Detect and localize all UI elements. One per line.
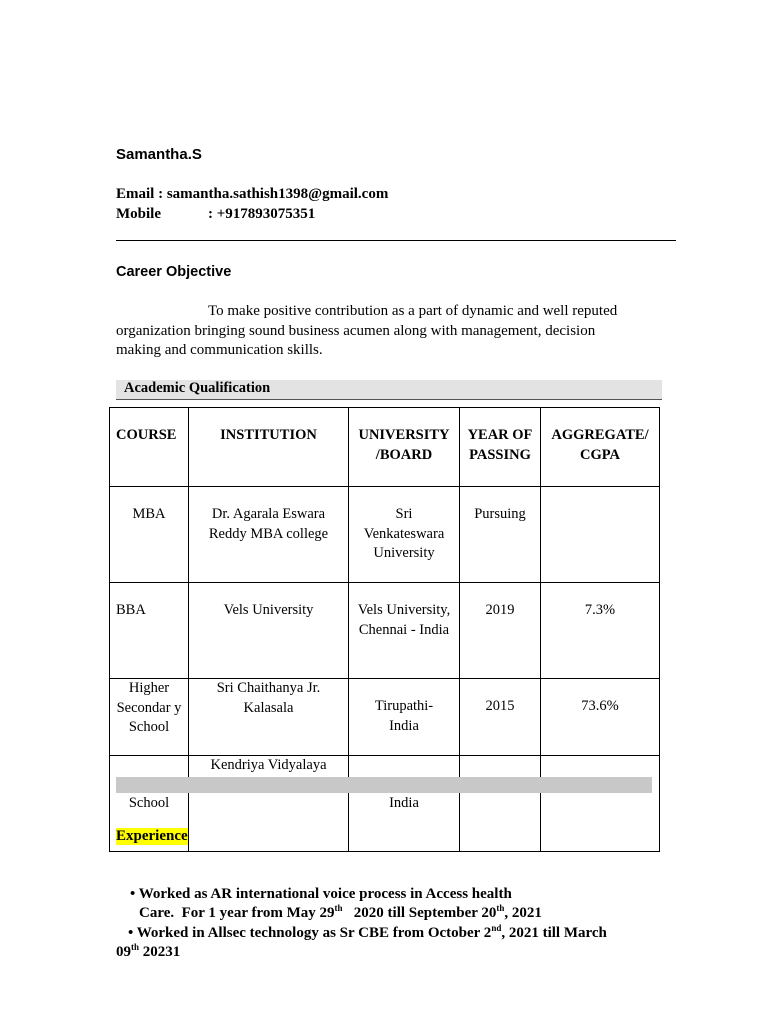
exp2-sup-a: nd — [491, 923, 502, 933]
cell-year — [460, 756, 541, 852]
academic-qualification-bar — [116, 380, 662, 400]
cell-institution: Kendriya Vidyalaya — [189, 756, 349, 852]
experience-item-2-line-1 — [128, 924, 607, 944]
exp2-text-b: , 2021 till March — [501, 925, 607, 941]
cell-year: Pursuing — [460, 487, 541, 583]
experience-item-1-line-1: • Worked as AR international voice process in Access health — [130, 886, 512, 902]
exp2-text-d: 20231 — [139, 944, 181, 960]
candidate-name: Samantha.S — [116, 146, 202, 163]
mobile-label: Mobile — [116, 206, 161, 222]
exp1-sup-b: th — [496, 903, 505, 913]
table-row — [110, 756, 660, 852]
cell-university: Sri Venkateswara University — [349, 487, 460, 583]
cell-course: BBA — [110, 583, 189, 679]
table-row — [110, 679, 660, 756]
mobile-line — [116, 206, 316, 223]
header-aggregate: AGGREGATE/ CGPA — [541, 408, 660, 487]
email-separator: : — [154, 186, 167, 202]
table-row — [110, 583, 660, 679]
exp2-sup-c: th — [131, 942, 140, 952]
header-year: YEAR OF PASSING — [460, 408, 541, 487]
cell-institution: Vels University — [189, 583, 349, 679]
mobile-value: : +917893075351 — [208, 206, 316, 222]
cell-aggregate: 73.6% — [541, 679, 660, 756]
email-line — [116, 186, 388, 203]
cell-year: 2019 — [460, 583, 541, 679]
cell-year: 2015 — [460, 679, 541, 756]
cell-course: School — [110, 756, 189, 852]
header-institution: INSTITUTION — [189, 408, 349, 487]
academic-qualification-heading: Academic Qualification — [124, 380, 271, 396]
email-label: Email — [116, 186, 155, 202]
exp1-text-a: Care. For 1 year from May 29 — [139, 905, 335, 921]
table-row — [110, 487, 660, 583]
exp1-text-b: 2020 till September 20 — [342, 905, 497, 921]
cell-university: Vels University, Chennai - India — [349, 583, 460, 679]
section-divider-bar — [116, 777, 652, 793]
exp2-text-c: 09 — [116, 944, 131, 960]
horizontal-divider — [116, 240, 676, 241]
experience-heading: Experience — [116, 828, 188, 844]
career-objective-heading: Career Objective — [116, 264, 232, 280]
cell-course: Higher Secondar y School — [110, 679, 189, 756]
cell-university: India — [349, 756, 460, 852]
header-course: COURSE — [110, 408, 189, 487]
cell-aggregate: 7.3% — [541, 583, 660, 679]
exp1-text-c: , 2021 — [504, 905, 542, 921]
cell-aggregate — [541, 487, 660, 583]
career-objective-text: To make positive contribution as a part of dynamic and well reputed organization bringing sound business acumen along with management, decision making and communication skills. — [116, 303, 618, 358]
email-value: samantha.sathish1398@gmail.com — [166, 186, 389, 202]
experience-item-2-line-2 — [116, 943, 180, 963]
cell-institution: Sri Chaithanya Jr. Kalasala — [189, 679, 349, 756]
cell-aggregate — [541, 756, 660, 852]
experience-item-1-line-2 — [139, 904, 542, 924]
cell-university: Tirupathi- India — [349, 679, 460, 756]
exp1-sup-a: th — [334, 903, 343, 913]
header-university: UNIVERSITY /BOARD — [349, 408, 460, 487]
cell-institution: Dr. Agarala Eswara Reddy MBA college — [189, 487, 349, 583]
cell-course: MBA — [110, 487, 189, 583]
table-header-row — [110, 408, 660, 487]
exp2-text-a: • Worked in Allsec technology as Sr CBE from October 2 — [128, 925, 492, 941]
